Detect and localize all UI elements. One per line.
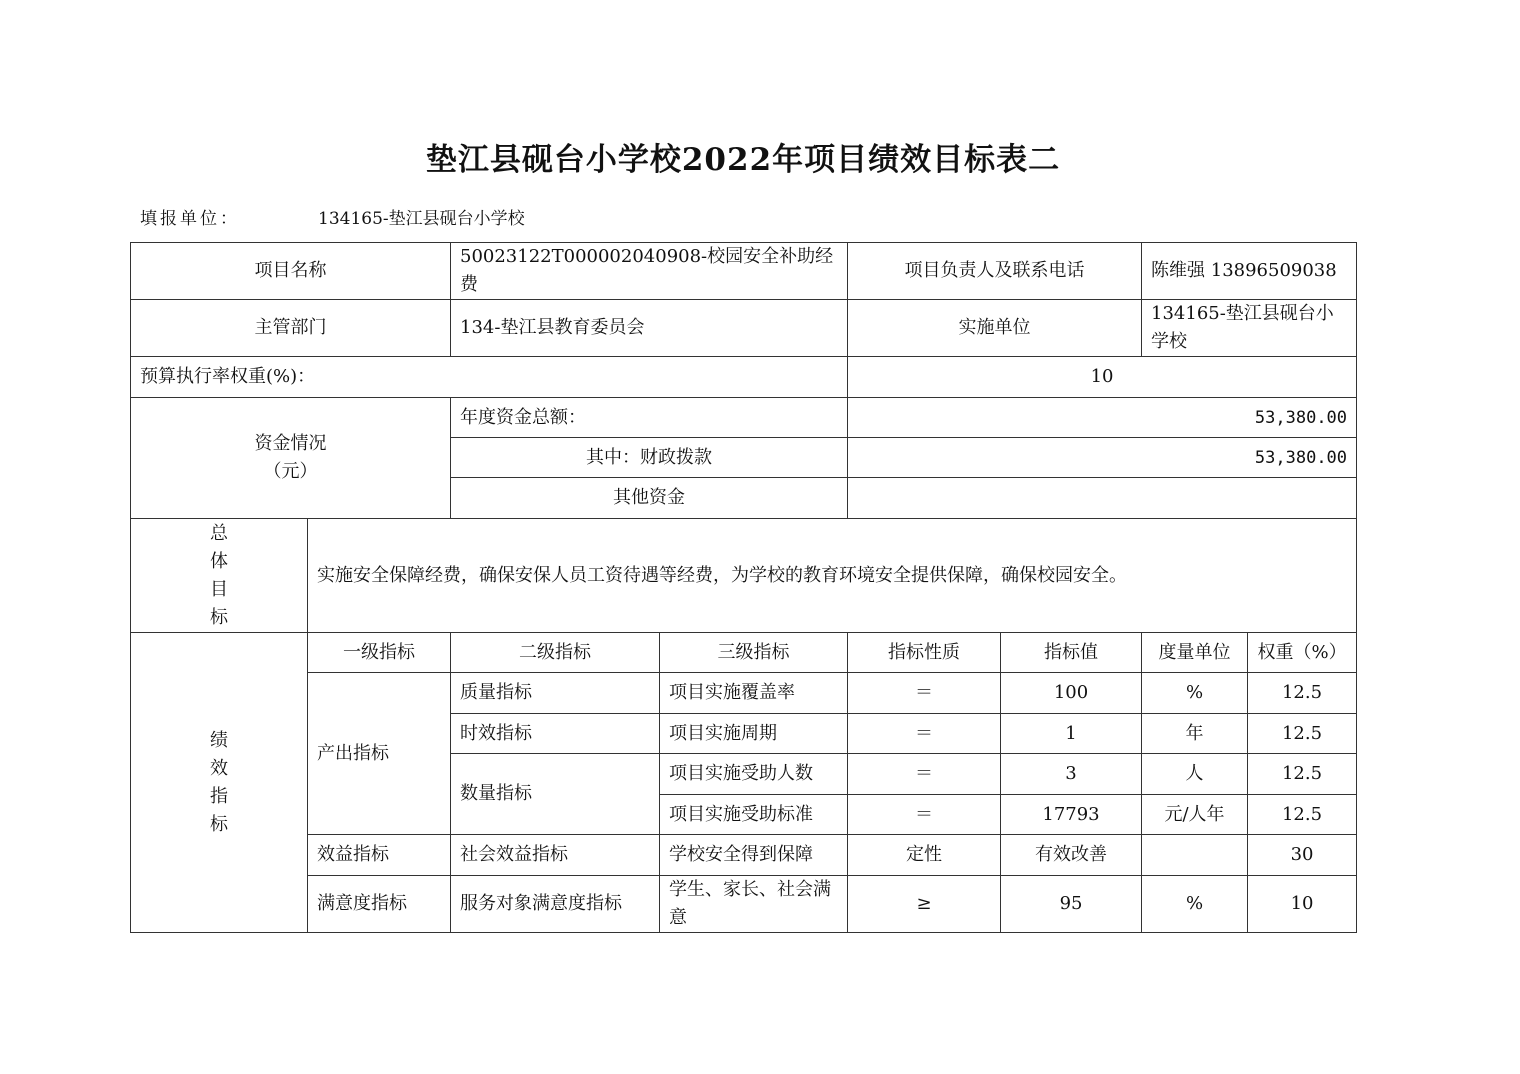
weight-cell: 10 — [1248, 876, 1357, 933]
perf-label-char: 绩 — [210, 729, 228, 751]
unit-cell: 元/人年 — [1142, 795, 1248, 835]
value-cell: 95 — [1001, 876, 1142, 933]
level1-cell: 满意度指标 — [308, 876, 451, 933]
unit-cell: 人 — [1142, 754, 1248, 795]
filler-unit-label: 填报单位： — [140, 209, 240, 229]
header-weight: 权重（%） — [1248, 633, 1357, 673]
weight-cell: 12.5 — [1248, 754, 1357, 795]
level3-cell: 学校安全得到保障 — [660, 835, 848, 876]
nature-cell: ＝ — [848, 754, 1001, 795]
performance-target-table — [130, 242, 1357, 933]
perf-label-char: 指 — [210, 785, 228, 807]
unit-cell — [1142, 835, 1248, 876]
goal-text: 实施安全保障经费，确保安保人员工资待遇等经费，为学校的教育环境安全提供保障，确保校园安全。 — [308, 519, 1357, 633]
weight-cell: 12.5 — [1248, 795, 1357, 835]
goal-label-char: 总 — [210, 522, 228, 544]
unit-cell: % — [1142, 673, 1248, 714]
dept-value: 134-垫江县教育委员会 — [451, 300, 848, 357]
value-cell: 17793 — [1001, 795, 1142, 835]
level3-cell: 项目实施周期 — [660, 714, 848, 754]
value-cell: 3 — [1001, 754, 1142, 795]
header-level2: 二级指标 — [451, 633, 660, 673]
header-value: 指标值 — [1001, 633, 1142, 673]
header-level1: 一级指标 — [308, 633, 451, 673]
impl-value: 134165-垫江县砚台小学校 — [1142, 300, 1357, 357]
nature-cell: ≥ — [848, 876, 1001, 933]
weight-cell: 12.5 — [1248, 714, 1357, 754]
table-row — [131, 673, 1357, 714]
filler-unit-value: 134165-垫江县砚台小学校 — [318, 209, 525, 229]
contact-value: 陈维强 13896509038 — [1142, 243, 1357, 300]
project-name-label: 项目名称 — [131, 243, 451, 300]
impl-label: 实施单位 — [848, 300, 1142, 357]
unit-cell: % — [1142, 876, 1248, 933]
weight-cell: 30 — [1248, 835, 1357, 876]
exec-weight-label: 预算执行率权重(%)： — [131, 357, 848, 398]
perf-label — [131, 633, 308, 933]
funds-total-value: 53,380.00 — [848, 398, 1357, 438]
level2-cell: 服务对象满意度指标 — [451, 876, 660, 933]
table-row — [131, 876, 1357, 933]
funds-label — [131, 398, 451, 519]
goal-label-char: 标 — [210, 606, 228, 628]
funds-fiscal-value: 53,380.00 — [848, 438, 1357, 478]
level2-cell: 质量指标 — [451, 673, 660, 714]
funds-label-line2: （元） — [263, 461, 318, 482]
value-cell: 有效改善 — [1001, 835, 1142, 876]
goal-label-char: 体 — [210, 550, 228, 572]
level3-cell: 项目实施受助人数 — [660, 754, 848, 795]
level2-cell: 时效指标 — [451, 714, 660, 754]
level2-cell: 数量指标 — [451, 754, 660, 835]
level2-cell: 社会效益指标 — [451, 835, 660, 876]
funds-fiscal-label: 其中：财政拨款 — [451, 438, 848, 478]
dept-label: 主管部门 — [131, 300, 451, 357]
perf-label-char: 效 — [210, 757, 228, 779]
funds-other-label: 其他资金 — [451, 478, 848, 519]
nature-cell: ＝ — [848, 673, 1001, 714]
project-name-value: 50023122T000002040908-校园安全补助经费 — [451, 243, 848, 300]
perf-label-char: 标 — [210, 813, 228, 835]
level3-cell: 项目实施覆盖率 — [660, 673, 848, 714]
exec-weight-value: 10 — [848, 357, 1357, 398]
goal-label-char: 目 — [210, 578, 228, 600]
nature-cell: ＝ — [848, 714, 1001, 754]
page-title: 垫江县砚台小学校2022年项目绩效目标表二 — [425, 142, 1061, 178]
level1-cell: 产出指标 — [308, 673, 451, 835]
nature-cell: 定性 — [848, 835, 1001, 876]
level1-cell: 效益指标 — [308, 835, 451, 876]
goal-label — [131, 519, 308, 633]
header-level3: 三级指标 — [660, 633, 848, 673]
funds-other-value — [848, 478, 1357, 519]
level3-cell: 学生、家长、社会满意 — [660, 876, 848, 933]
funds-label-line1: 资金情况 — [254, 433, 327, 454]
level3-cell: 项目实施受助标准 — [660, 795, 848, 835]
header-nature: 指标性质 — [848, 633, 1001, 673]
value-cell: 1 — [1001, 714, 1142, 754]
value-cell: 100 — [1001, 673, 1142, 714]
table-row — [131, 835, 1357, 876]
funds-total-label: 年度资金总额： — [451, 398, 848, 438]
unit-cell: 年 — [1142, 714, 1248, 754]
weight-cell: 12.5 — [1248, 673, 1357, 714]
nature-cell: ＝ — [848, 795, 1001, 835]
contact-label: 项目负责人及联系电话 — [848, 243, 1142, 300]
header-unit: 度量单位 — [1142, 633, 1248, 673]
